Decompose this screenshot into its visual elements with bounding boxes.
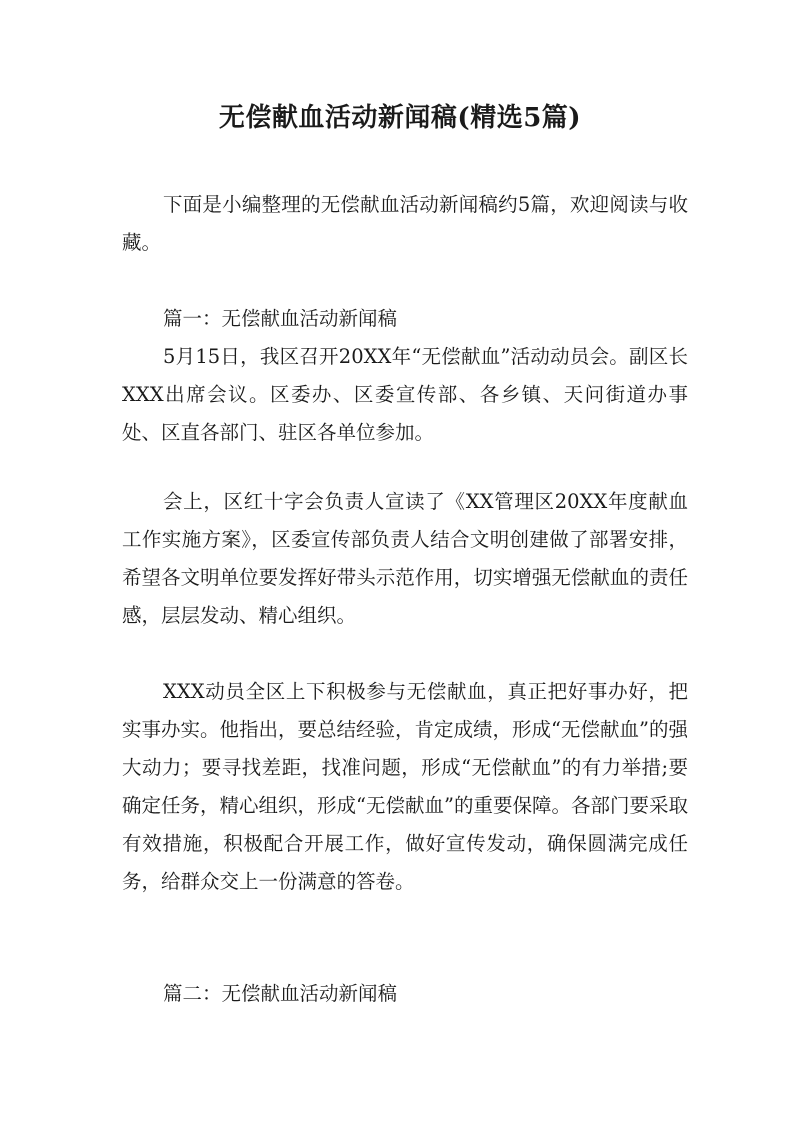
- intro-paragraph: 下面是小编整理的无偿献血活动新闻稿约5篇，欢迎阅读与收藏。: [122, 193, 688, 254]
- section1-paragraph-1: 5月15日，我区召开20XX年“无偿献血”活动动员会。副区长XXX出席会议。区委办、区委宣传部、各乡镇、天问街道办事处、区直各部门、驻区各单位参加。: [122, 345, 688, 444]
- document-title: 无偿献血活动新闻稿(精选5篇): [218, 103, 582, 133]
- section1-paragraph-2: 会上，区红十字会负责人宣读了《XX管理区20XX年度献血工作实施方案》，区委宣传部负责人结合文明创建做了部署安排，希望各文明单位要发挥好带头示范作用，切实增强无偿献血的责任感，层层发动、精心组织。: [122, 490, 688, 627]
- section1-paragraph-3: XXX动员全区上下积极参与无偿献血，真正把好事办好，把实事办实。他指出，要总结经验，肯定成绩，形成“无偿献血”的强大动力；要寻找差距，找准问题，形成“无偿献血”的有力举措;要确定任务，精心组织，形成“无偿献血”的重要保障。各部门要采取有效措施，积极配合开展工作，做好宣传发动，确保圆满完成任务，给群众交上一份满意的答卷。: [122, 680, 688, 893]
- section1-heading: 篇一：无偿献血活动新闻稿: [163, 307, 398, 330]
- section2-heading: 篇二：无偿献血活动新闻稿: [163, 982, 398, 1005]
